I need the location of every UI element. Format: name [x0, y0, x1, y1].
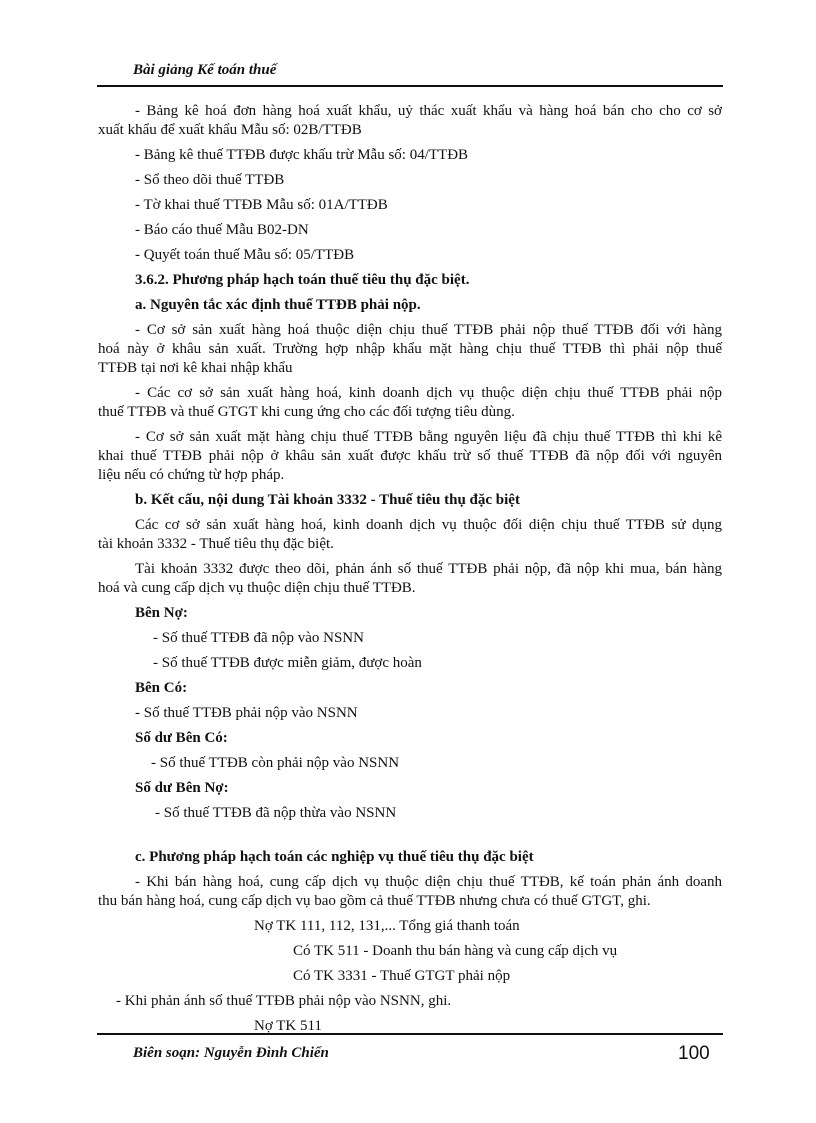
list-item: - Số thuế TTĐB đã nộp vào NSNN: [153, 630, 364, 646]
journal-entry: Có TK 3331 - Thuế GTGT phải nộp: [293, 968, 511, 984]
footer-author: Biên soạn: Nguyễn Đình Chiến: [133, 1045, 329, 1061]
header-rule: [97, 85, 723, 87]
page-number: 100: [678, 1043, 710, 1064]
list-item: - Số thuế TTĐB còn phải nộp vào NSNN: [151, 755, 400, 771]
subsection-heading: c. Phương pháp hạch toán các nghiệp vụ thuế tiêu thụ đặc biệt: [135, 849, 534, 865]
label-ben-co: Bên Có:: [135, 680, 188, 696]
paragraph: - Cơ sở sản xuất hàng hoá thuộc diện chịu thuế TTĐB phải nộp thuế TTĐB đối với hàng: [135, 322, 722, 338]
list-item: - Tờ khai thuế TTĐB Mẫu số: 01A/TTĐB: [135, 197, 388, 213]
list-item: - Số thuế TTĐB được miễn giảm, được hoàn: [153, 655, 422, 671]
paragraph: - Cơ sở sản xuất mặt hàng chịu thuế TTĐB bằng nguyên liệu đã chịu thuế TTĐB thì khi kê: [135, 429, 722, 445]
footer-rule: [97, 1033, 723, 1035]
list-item: - Bảng kê thuế TTĐB được khấu trừ Mẫu số: 04/TTĐB: [135, 147, 469, 163]
journal-entry: Nợ TK 511: [254, 1018, 322, 1034]
paragraph: hoá và cung cấp dịch vụ thuộc diện chịu thuế TTĐB.: [98, 580, 416, 596]
paragraph: Tài khoản 3332 được theo dõi, phản ánh số thuế TTĐB phải nộp, đã nộp khi mua, bán hàng: [135, 561, 722, 577]
list-item: - Báo cáo thuế Mẫu B02-DN: [135, 222, 309, 238]
list-item: - Số thuế TTĐB phải nộp vào NSNN: [135, 705, 358, 721]
paragraph: tài khoản 3332 - Thuế tiêu thụ đặc biệt.: [98, 536, 334, 552]
header-title: Bài giảng Kế toán thuế: [133, 62, 277, 78]
label-ben-no: Bên Nợ:: [135, 605, 188, 621]
paragraph: - Khi bán hàng hoá, cung cấp dịch vụ thuộc diện chịu thuế TTĐB, kế toán phản ánh doanh: [135, 874, 722, 890]
paragraph: thu bán hàng hoá, cung cấp dịch vụ bao gồm cả thuế TTĐB nhưng chưa có thuế GTGT, ghi.: [98, 893, 651, 909]
subsection-heading: a. Nguyên tắc xác định thuế TTĐB phải nộp.: [135, 297, 421, 313]
journal-entry: Nợ TK 111, 112, 131,... Tổng giá thanh toán: [254, 918, 520, 934]
page-body: [98, 100, 722, 1036]
list-item: - Số thuế TTĐB đã nộp thừa vào NSNN: [155, 805, 397, 821]
list-item: - Sổ theo dõi thuế TTĐB: [135, 172, 285, 188]
paragraph: hoá này ở khâu sản xuất. Trường hợp nhập khẩu mặt hàng chịu thuế TTĐB thì phải nộp thuế: [98, 341, 722, 357]
paragraph: xuất khẩu để xuất khẩu Mẫu số: 02B/TTĐB: [98, 122, 362, 138]
label-so-du-ben-no: Số dư Bên Nợ:: [135, 780, 229, 796]
paragraph: - Các cơ sở sản xuất hàng hoá, kinh doanh dịch vụ thuộc diện chịu thuế TTĐB phải nộp: [135, 385, 722, 401]
paragraph: TTĐB tại nơi kê khai nhập khẩu: [98, 360, 293, 376]
subsection-heading: b. Kết cấu, nội dung Tài khoản 3332 - Thuế tiêu thụ đặc biệt: [135, 492, 520, 508]
paragraph: liệu nếu có chứng từ hợp pháp.: [98, 467, 285, 483]
list-item: - Quyết toán thuế Mẫu số: 05/TTĐB: [135, 247, 355, 263]
journal-entry: Có TK 511 - Doanh thu bán hàng và cung cấp dịch vụ: [293, 943, 618, 959]
paragraph: Các cơ sở sản xuất hàng hoá, kinh doanh dịch vụ thuộc đối diện chịu thuế TTĐB sử dụng: [135, 517, 722, 533]
paragraph: khai thuế TTĐB phải nộp ở khâu sản xuất được khấu trừ số thuế TTĐB đã nộp đối với nguyên: [98, 448, 722, 464]
section-heading: 3.6.2. Phương pháp hạch toán thuế tiêu thụ đặc biệt.: [135, 272, 470, 288]
label-so-du-ben-co: Số dư Bên Có:: [135, 730, 228, 746]
paragraph: - Khi phản ánh số thuế TTĐB phải nộp vào NSNN, ghi.: [116, 993, 452, 1009]
paragraph: - Bảng kê hoá đơn hàng hoá xuất khẩu, uỷ thác xuất khẩu và hàng hoá bán cho cho cơ sở: [135, 103, 722, 119]
paragraph: thuế TTĐB và thuế GTGT khi cung ứng cho các đối tượng tiêu dùng.: [98, 404, 515, 420]
